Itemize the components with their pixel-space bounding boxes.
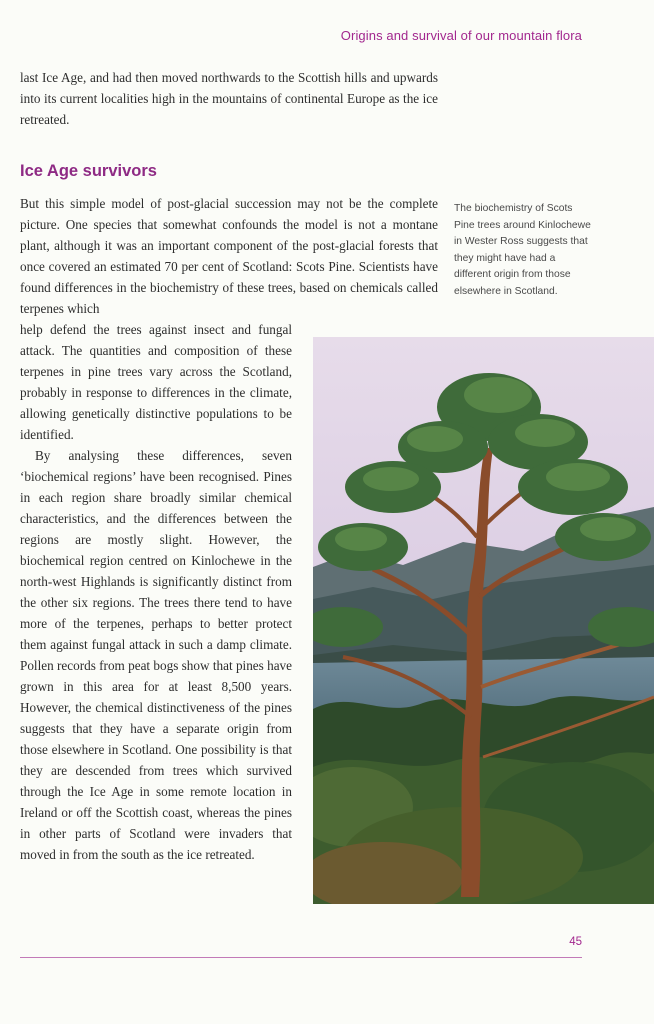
section-heading: Ice Age survivors: [20, 162, 157, 180]
body-column-narrow: [20, 319, 292, 865]
scots-pine-illustration: [313, 337, 654, 904]
photo-caption: The biochemistry of Scots Pine trees around Kinlochewe in Wester Ross suggests that they might have had a different origin from those elsewhere in Scotland.: [454, 203, 591, 297]
body-paragraph-1-narrow-text: help defend the trees against insect and fungal attack. The quantities and composition of these terpenes in pine trees vary across the Scotland, probably in response to differences in the climate, allowing genetically distinctive populations to be identified.: [20, 322, 292, 442]
body-paragraph-1-wide-text: But this simple model of post-glacial succession may not be the complete picture. One species that somewhat confounds the model is not a montane plant, although it was an important component of the post-glacial forests that once covered an estimated 70 per cent of Scotland: Scots Pine. Scientists have found differences in the biochemistry of these trees, based on chemicals called terpenes which: [20, 196, 438, 316]
body-paragraph-2-text: By analysing these differences, seven ‘biochemical regions’ have been recognised. Pines in each region share broadly similar chemical characteristics, and the differences between the regions are mostly slight. However, the biochemical region centred on Kinlochewe in the north-west Highlands is significantly distinct from the other six regions. The trees there tend to have more of the terpenes, perhaps to better protect them against fungal attack in such a damp climate. Pollen records from peat bogs show that pines have grown in this area for at least 8,500 years. However, the chemical distinctiveness of the pines suggests that they have a separate origin from those elsewhere in Scotland. One possibility is that they are descended from trees which survived through the Ice Age in some remote location in Ireland or off the Scottish coast, whereas the pines in other parts of Scotland were invaders that moved in from the south as the ice retreated.: [20, 448, 292, 862]
footer-rule: [20, 957, 582, 958]
body-paragraph-wide: [20, 193, 438, 319]
intro-paragraph: [20, 67, 438, 130]
running-head: Origins and survival of our mountain flora: [340, 28, 582, 43]
intro-paragraph-text: last Ice Age, and had then moved northwards to the Scottish hills and upwards into its current localities high in the mountains of continental Europe as the ice retreated.: [20, 70, 438, 127]
scots-pine-photo: [313, 337, 654, 904]
page-number: 45: [569, 936, 582, 948]
